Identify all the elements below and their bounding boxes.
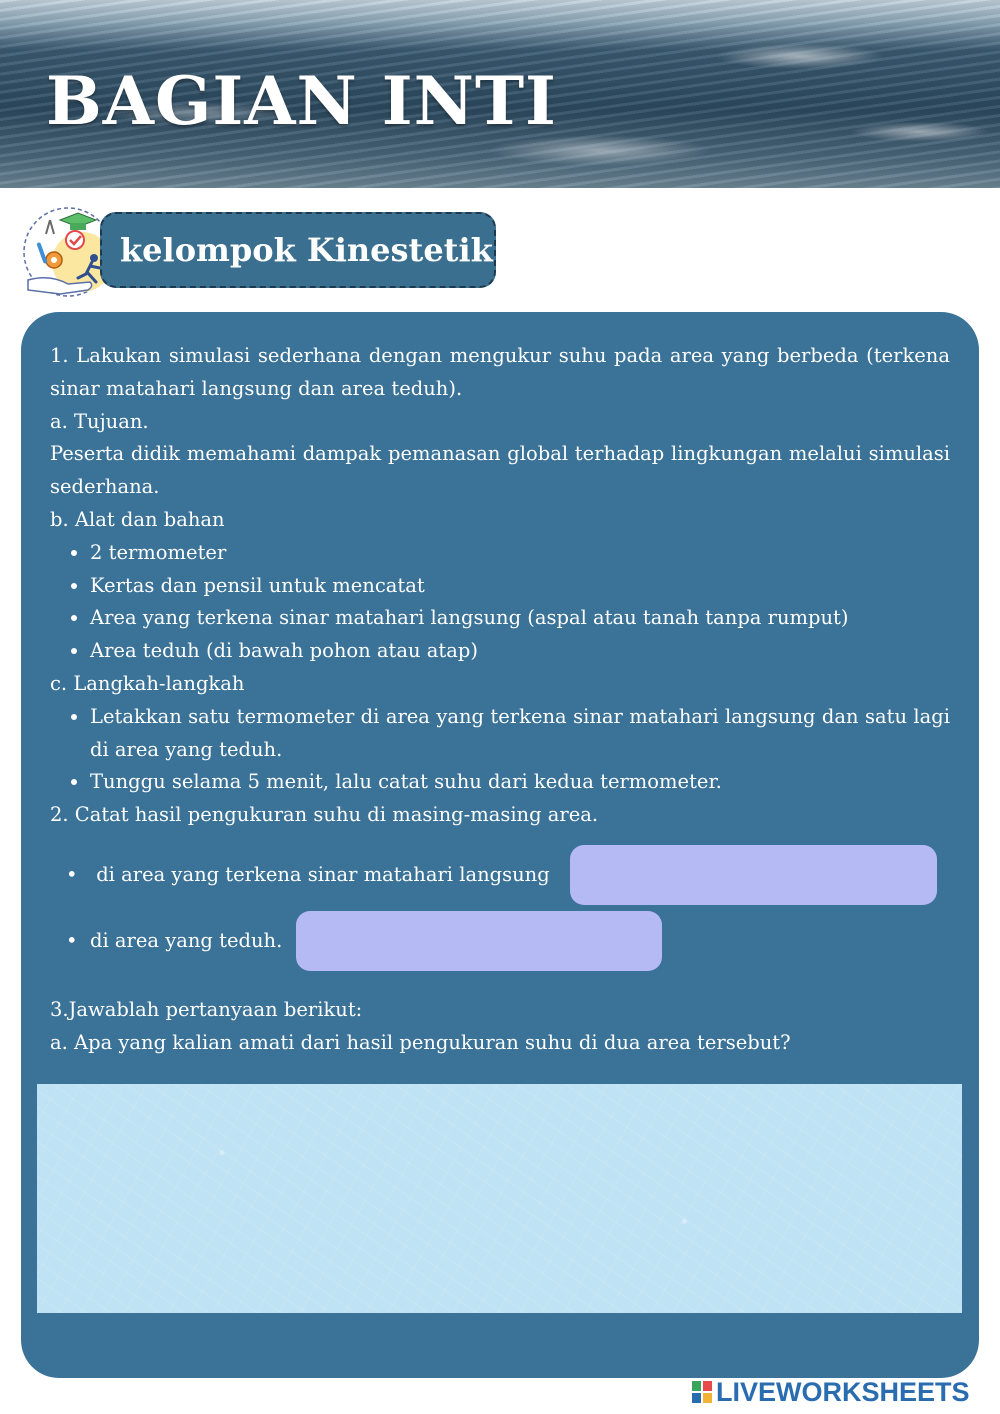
tujuan-text: Peserta didik memahami dampak pemanasan global terhadap lingkungan melalui simulasi sederhana.	[50, 442, 950, 499]
list-item: • Kertas dan pensil untuk mencatat	[90, 570, 950, 603]
langkah-list	[50, 701, 950, 799]
page-title: BAGIAN INTI	[46, 62, 557, 140]
alat-list	[50, 537, 950, 668]
instruction-3: 3.Jawablah pertanyaan berikut:	[50, 997, 363, 1021]
header-banner	[0, 0, 1000, 188]
tujuan-heading: a. Tujuan.	[50, 409, 149, 433]
measure-sun-label: di area yang terkena sinar matahari langsung	[90, 862, 550, 886]
bullet-dot: •	[66, 862, 78, 886]
worksheet-content	[50, 340, 950, 1060]
shade-temperature-answer-box[interactable]	[296, 911, 662, 971]
liveworksheets-logo-text: LIVEWORKSHEETS	[716, 1376, 970, 1407]
list-item: • Area yang terkena sinar matahari langsung (aspal atau tanah tanpa rumput)	[90, 602, 950, 635]
instruction-1: 1. Lakukan simulasi sederhana dengan mengukur suhu pada area yang berbeda (terkena sinar matahari langsung dan area teduh).	[50, 344, 950, 400]
measure-shade-label: di area yang teduh.	[90, 928, 283, 952]
group-label	[100, 212, 496, 288]
list-item: • Letakkan satu termometer di area yang terkena sinar matahari langsung dan satu lagi di area yang teduh.	[90, 701, 950, 767]
liveworksheets-logo-icon	[692, 1381, 712, 1403]
instruction-2: 2. Catat hasil pengukuran suhu di masing-masing area.	[50, 803, 599, 827]
group-label-text: kelompok Kinestetik	[120, 231, 493, 269]
measure-sun-row	[50, 842, 950, 908]
observation-answer-box[interactable]	[37, 1084, 962, 1313]
question-a: a. Apa yang kalian amati dari hasil pengukuran suhu di dua area tersebut?	[50, 1030, 791, 1054]
bullet-dot: •	[66, 928, 78, 952]
measure-shade-row	[50, 908, 950, 974]
sun-temperature-answer-box[interactable]	[570, 845, 937, 905]
list-item: • Area teduh (di bawah pohon atau atap)	[90, 635, 950, 668]
alat-heading: b. Alat dan bahan	[50, 507, 225, 531]
langkah-heading: c. Langkah-langkah	[50, 671, 245, 695]
liveworksheets-logo	[692, 1375, 970, 1409]
list-item: • Tunggu selama 5 menit, lalu catat suhu dari kedua termometer.	[90, 766, 950, 799]
list-item: • 2 termometer	[90, 537, 950, 570]
